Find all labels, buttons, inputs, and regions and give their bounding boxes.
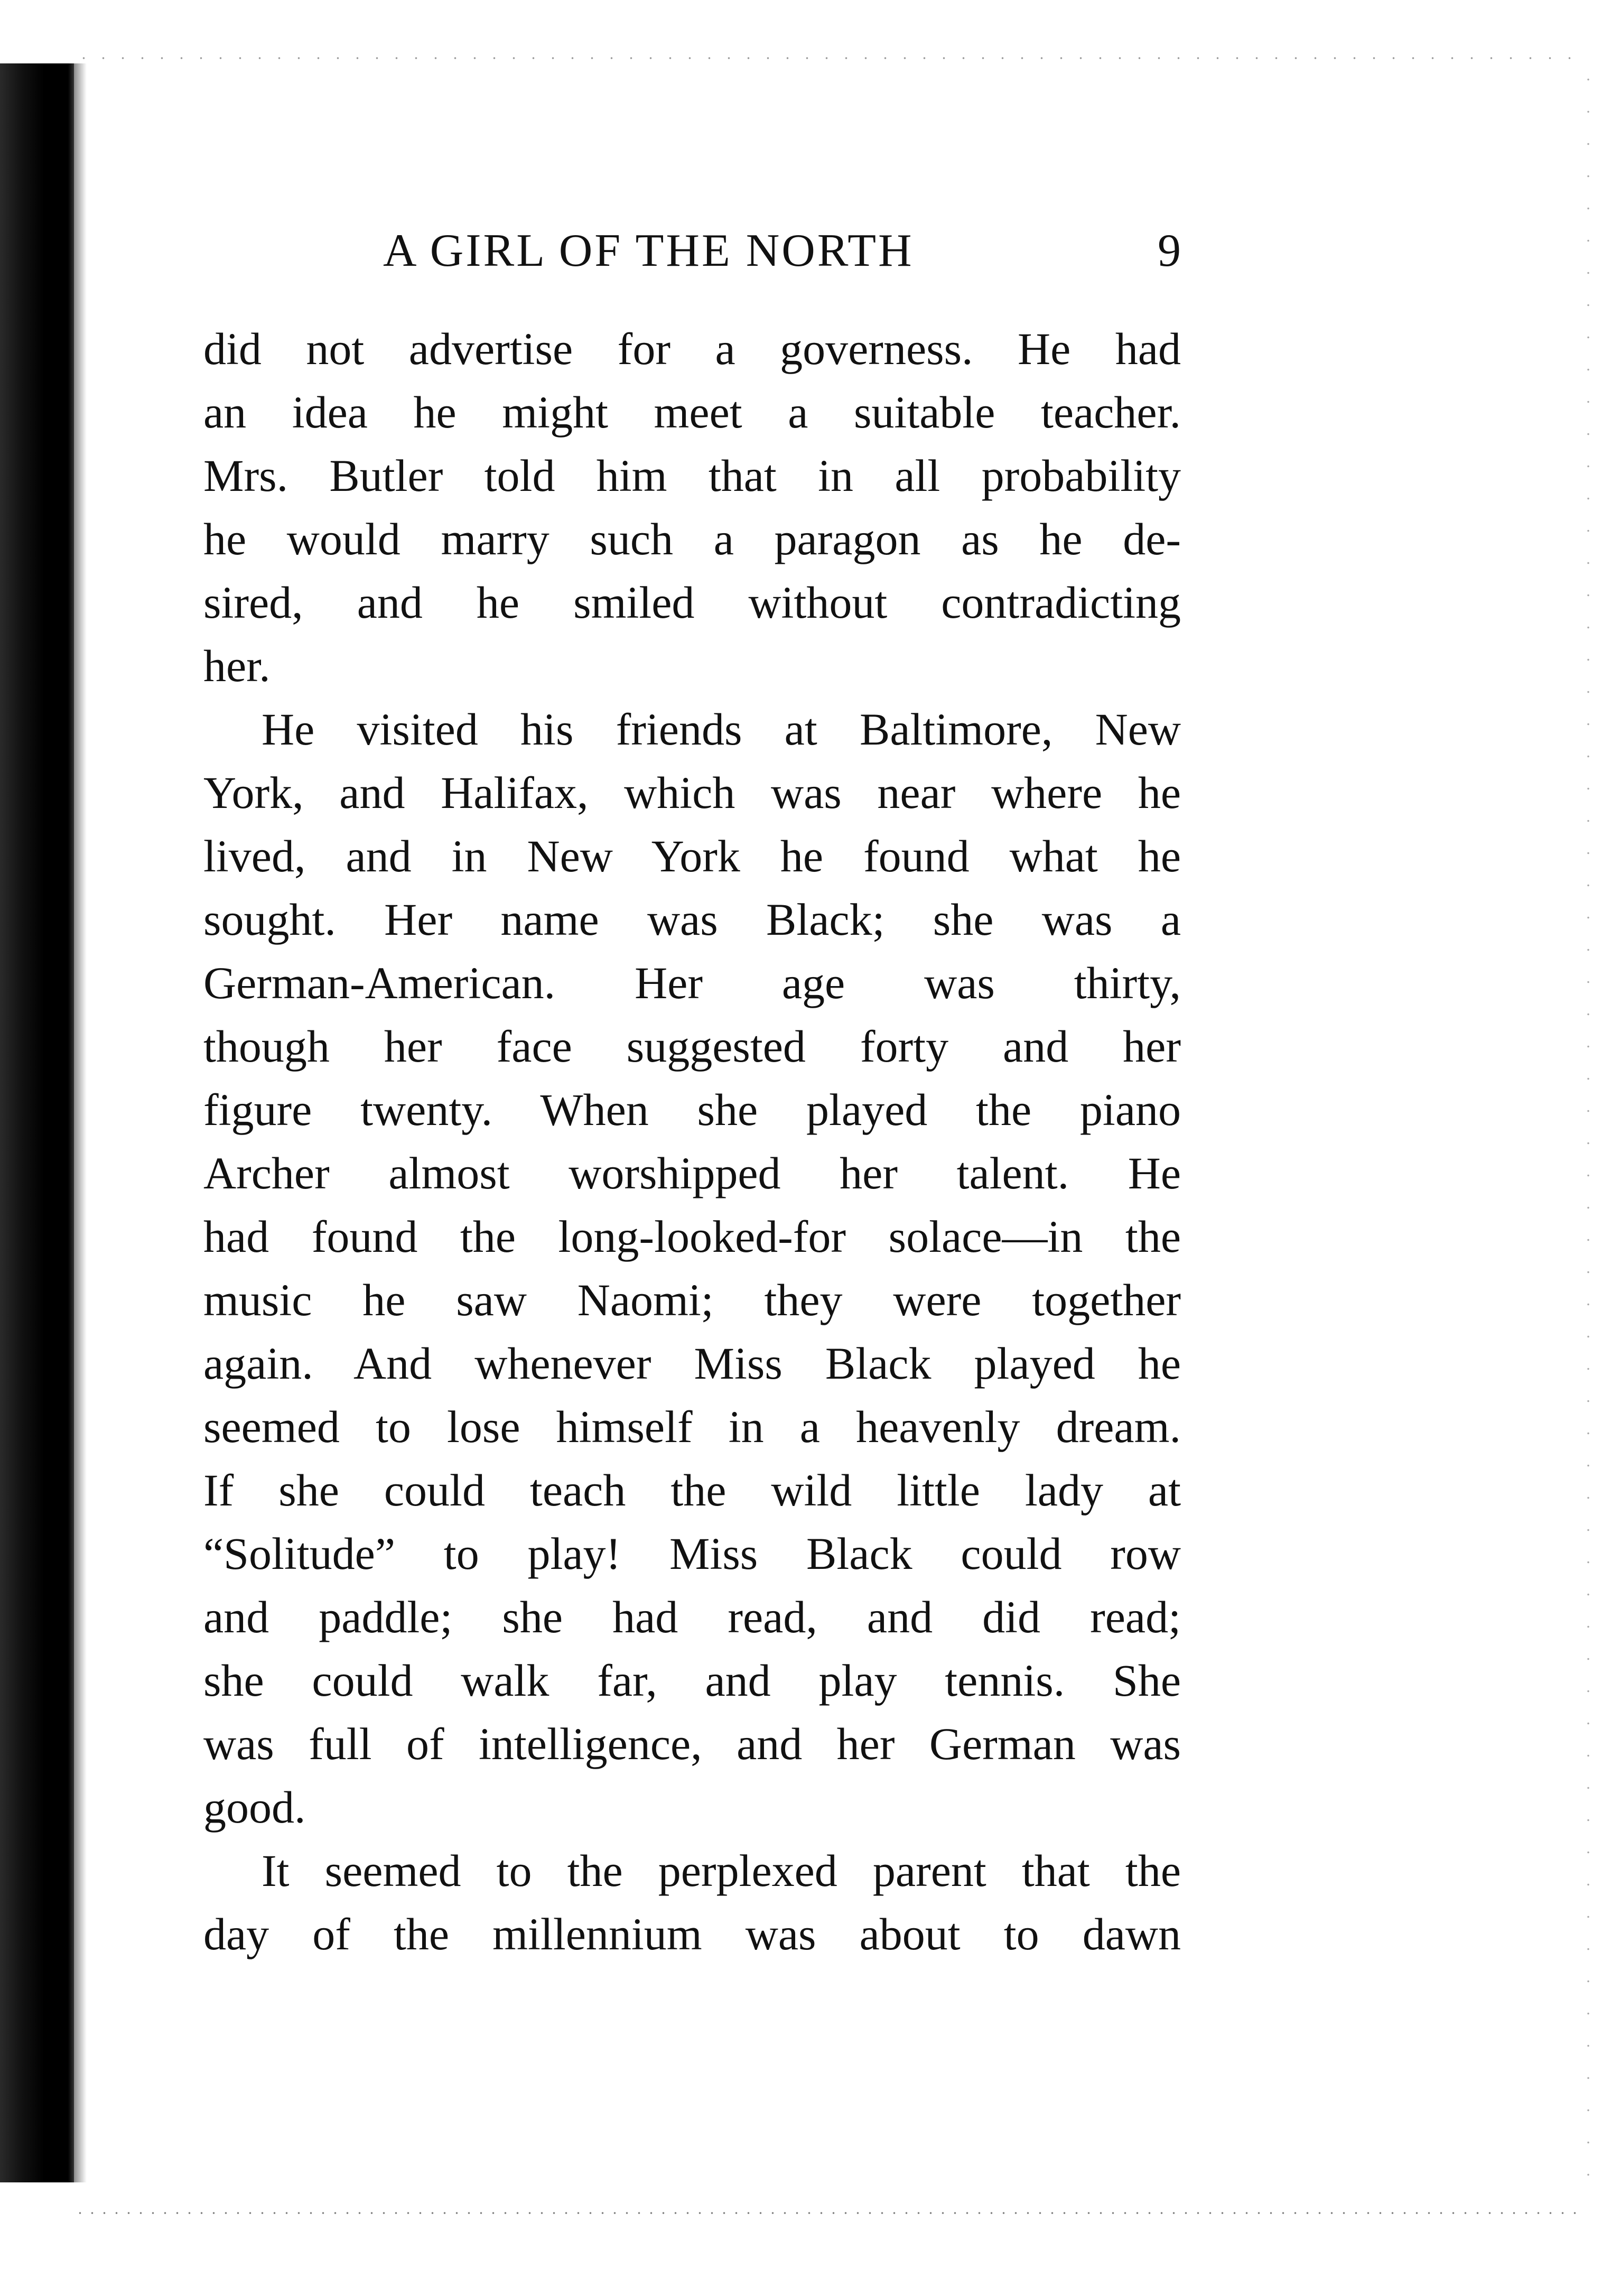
text-line: figure twenty. When she played the piano [203, 1084, 1181, 1135]
page-number: 9 [1158, 225, 1181, 276]
binding-shadow [0, 63, 74, 2182]
text-line: day of the millennium was about to dawn [203, 1909, 1181, 1959]
text-line: It seemed to the perplexed parent that the [262, 1845, 1181, 1896]
scan-noise-bottom [74, 2209, 1581, 2217]
page-title: A GIRL OF THE NORTH [383, 225, 914, 276]
text-line: was full of intelligence, and her German was [203, 1718, 1181, 1769]
text-line: lived, and in New York he found what he [203, 831, 1181, 881]
text-line: he would marry such a paragon as he de- [203, 514, 1181, 564]
text-line: He visited his friends at Baltimore, New [262, 704, 1181, 755]
text-line: music he saw Naomi; they were together [203, 1275, 1181, 1325]
text-line: seemed to lose himself in a heavenly dream. [203, 1401, 1181, 1452]
text-line: German-American. Her age was thirty, [203, 958, 1181, 1008]
text-line: again. And whenever Miss Black played he [203, 1338, 1181, 1389]
text-line: sought. Her name was Black; she was a [203, 894, 1181, 945]
text-line: If she could teach the wild little lady at [203, 1465, 1181, 1516]
text-line: good. [203, 1782, 306, 1833]
text-line: Mrs. Butler told him that in all probability [203, 450, 1181, 501]
text-line: York, and Halifax, which was near where he [203, 767, 1181, 818]
text-line: did not advertise for a governess. He had [203, 323, 1181, 374]
text-line: Archer almost worshipped her talent. He [203, 1148, 1181, 1198]
text-line: an idea he might meet a suitable teacher. [203, 387, 1181, 438]
text-line: “Solitude” to play! Miss Black could row [203, 1528, 1181, 1579]
text-line: her. [203, 640, 271, 691]
running-head [203, 222, 1181, 280]
text-line: had found the long-looked-for solace—in the [203, 1211, 1181, 1262]
text-line: though her face suggested forty and her [203, 1021, 1181, 1072]
text-line: and paddle; she had read, and did read; [203, 1592, 1181, 1642]
scan-noise-right [1585, 63, 1591, 2177]
text-line: sired, and he smiled without contradicting [203, 577, 1181, 628]
text-line: she could walk far, and play tennis. She [203, 1655, 1181, 1706]
scan-noise-top [74, 55, 1581, 61]
body-text [203, 317, 1181, 1966]
